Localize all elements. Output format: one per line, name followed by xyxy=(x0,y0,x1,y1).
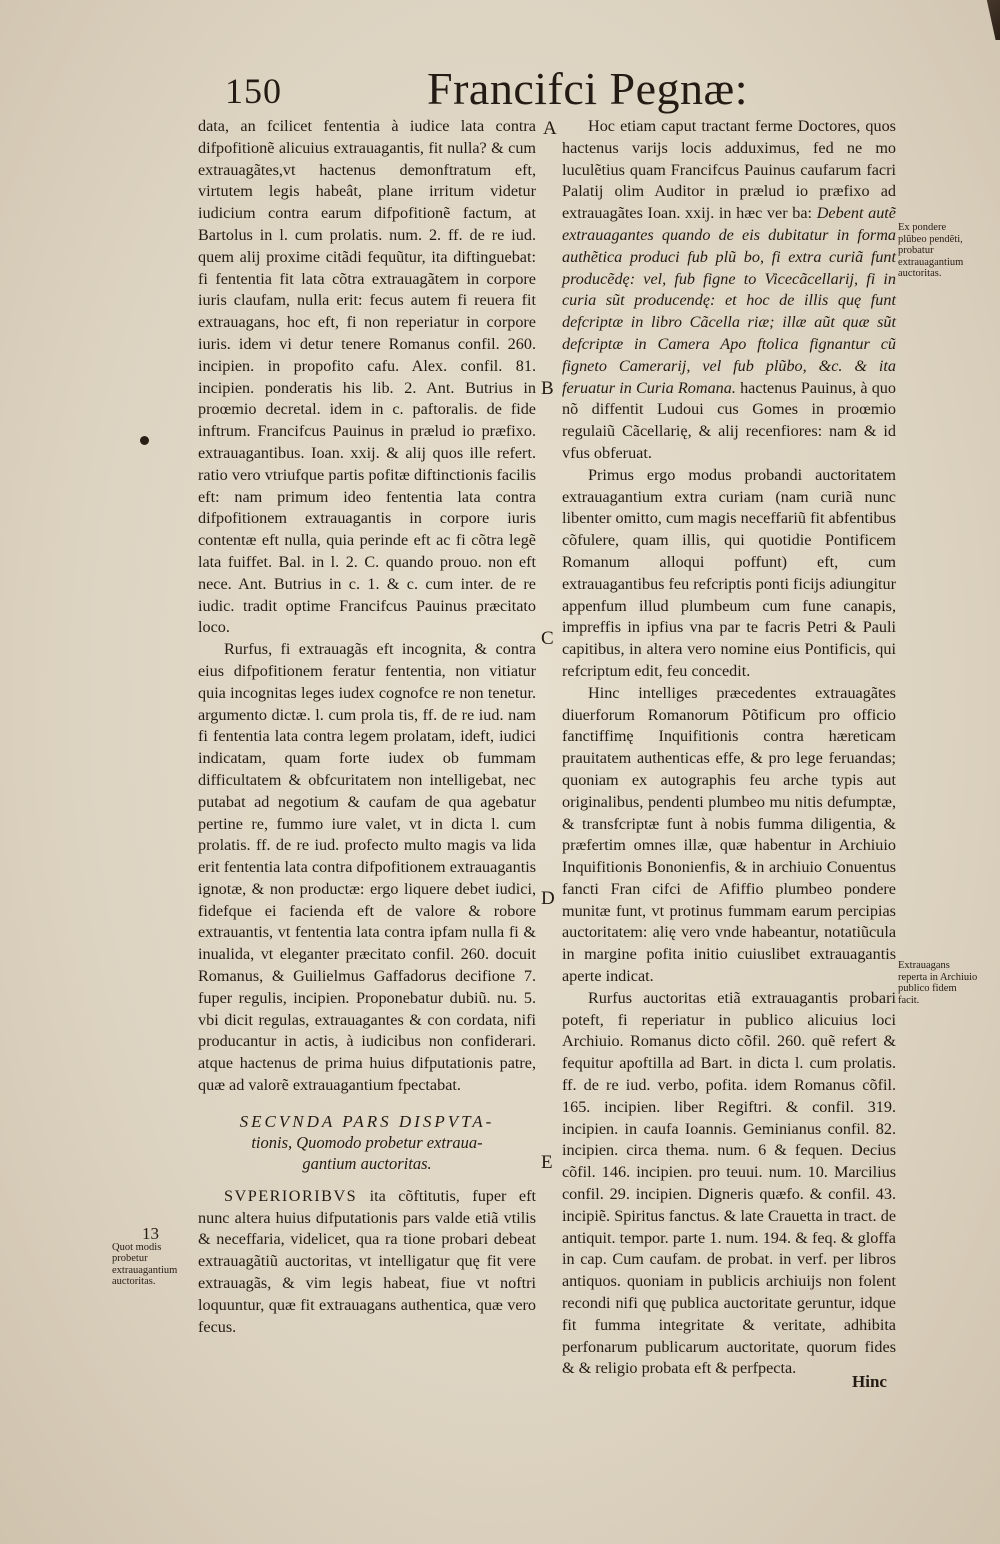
section-heading-line-3: gantium auctoritas. xyxy=(302,1153,432,1173)
section-letter-e: E xyxy=(541,1152,553,1173)
section-letter-a: A xyxy=(543,118,557,139)
section-letter-c: C xyxy=(541,628,554,649)
running-title: Francifci Pegnæ: xyxy=(427,63,748,114)
marginal-note-plumbeo: Ex pondere plũbeo pendẽti, probatur extrauagantium auctoritas. xyxy=(898,222,964,279)
left-paragraph-2: Rurfus, fi extrauagãs eft incognita, & contra eius difpofitionem feratur fententia, non vitiatur quia incognitas leges iudex cognofce re non tenetur. argumento dictæ. l. cum prola tis, ff. de re iud. nam fi fententia lata contra legem prolatam, ideft, iudici indicatam, quam forte iudex ob fummam difficultatem & obfcuritatem non intelligebat, nec putabat ad negotium & caufam de qua agebatur pertine re, fummo iure valet, vt in dicta l. cum prolatis. ff. de re iud. profecto multo magis va lida erit fententia lata contra difpofitionem extrauagantis ignotæ, & non productæ: ergo liquere debet iudici, fidefque ei facienda eft de valore & robore extrauantis, vt fententia lata contra ipfam nulla fi & inualida, vt eleganter præcitato confil. 260. docuit Romanus, & Guilielmus Gaffadorus decifione 7. fuper regulis, incipien. Proponebatur dubiũ. nu. 5. vbi dicit regulas, extrauagantes & con cordata, nifi producantur in actis, à iudicibus non confiderari. atque hactenus de prima huius difputationis patre, quæ ad valorẽ extrauagantium fpectabat. xyxy=(198,640,536,1095)
marginal-note-text: Quot modis probetur extrauagantium auctoritas. xyxy=(112,1241,178,1287)
section-opening-text: ita cõftitutis, fuper eft nunc altera huius difputationis pars valde etiã vtilis & neceffaria, videlicet, qua ra tione probari debeat extrauagãtiũ auctoritas, vt intelligatur quę fit vere extrauagãs, & vim legis habeat, fiue vt noftri loquuntur, quæ fit extrauagans authentica, quæ vero fecus. xyxy=(198,1186,536,1336)
section-opening-paragraph xyxy=(198,1186,536,1339)
right-paragraph-1-quote: Debent autẽ extrauagantes quando de eis dubitatur in forma authẽtica produci fub plũ bo, fi extra curiã funt producẽdę: vel, fub figne to Vicecãcellarij, fi in curia sũt producendę: et hoc de illis quę funt defcriptæ in libro Cãcella riæ; illæ aũt quæ sũt defcriptæ in Camera Apo ftolica fignantur cũ figneto Camerarij, vel fub plũbo, &c. & ita feruatur in Curia Romana. xyxy=(562,204,896,397)
right-paragraph-3: Hinc intelliges præcedentes extrauagãtes diuerforum Romanorum Põtificum pro officio fanctiffimę Inquifitionis contra hæreticam prauitatem authenticas effe, & pro lege feruandas; quoniam ex autographis feu arche typis aut originalibus, pendenti plumbeo mu nitis defumptæ, & transfcriptæ funt à nobis fumma diligentia, & præfertim omnes illæ, quæ habentur in Archiuio Inquifitionis Bononienfis, & in archiuio Conuentus fancti Fran cifci de Afiffio plumbeo pondere munitæ funt, vt protinus fummam earum percipias auctoritatem: alię vero vnde habeantur, notatiũcula in margine pofita initio cuiuslibet extrauagantis aperte indicat. xyxy=(562,683,896,986)
marginal-note-archiuio: Extrauagans reperta in Archiuio publico fidem facit. xyxy=(898,960,978,1006)
marginal-note-quot-modis xyxy=(112,1224,194,1288)
right-paragraph-1 xyxy=(562,116,896,465)
section-lead-word: SVPERIORIBVS xyxy=(224,1186,358,1205)
page-edge-shadow xyxy=(978,0,1000,40)
right-paragraph-2: Primus ergo modus probandi auctoritatem extrauagantium extra curiam (nam curiã nunc libenter omitto, cum magis neceffariũ fit abfentibus cõfulere, quam illis, qui quotidie Pontificem Romanum alloqui poffunt) eft, cum extrauagantibus feu refcriptis ponti ficijs adiungitur appenfum illud plumbeum cum fune canapis, impreffis in ipfius vna par te facris Petri & Pauli capitibus, in altera vero nomine eius Pontificis, qui refcriptum edit, feu concedit. xyxy=(562,465,896,680)
right-paragraph-1-start: Hoc etiam caput tractant ferme Doctores, quos hactenus varijs locis adduximus, fed ne mo luculẽtius quam Francifcus Pauinus caufarum facri Palatij olim Auditor in prælud io præfixo ad extrauagãtes Ioan. xxij. in hæc ver ba: xyxy=(562,117,896,223)
section-letter-d: D xyxy=(541,888,555,909)
catchword: Hinc xyxy=(852,1372,887,1391)
left-column xyxy=(198,116,536,1338)
section-heading-line-2: tionis, Quomodo probetur extraua- xyxy=(251,1132,483,1152)
section-heading xyxy=(198,1111,536,1174)
page-number: 150 xyxy=(225,71,282,111)
section-letter-b: B xyxy=(541,378,554,399)
right-paragraph-4: Rurfus auctoritas etiã extrauagantis probari poteft, fi reperiatur in publico alicuius loci Archiuio. Romanus dictο cõfil. 260. quẽ refert & fequitur apoftilla ad Bart. in dicta l. cum prolatis. ff. de re iud. verbo, pofita. idem Romanus cõfil. 165. incipien. liber Regiftri. & confil. 319. incipien. in caufa Ioannis. Geminianus confil. 82. incipien. circa thema. num. 6 & fequen. Decius cõfil. 146. incipien. pro teuui. num. 10. Marcilius confil. 29. incipien. Digneris quæfo. & confil. 43. incipiẽ. Spiritus fanctus. & late Crauetta in tract. de antiquit. tempor. parte 1. num. 194. & feq. & gloffa in cap. Cum caufam. de probat. in verf. per libros antiquos. quoniam in publicis archiuijs non folent recondi nifi quę publica auctoritate geruntur, idque fit fumma integritate & veritate, adhibita perfonarum publicarum auctoritate, quorum fides & & religio probata eft & perfpecta. xyxy=(562,988,896,1378)
section-heading-line-1: SECVNDA PARS DISPVTA- xyxy=(239,1111,495,1131)
right-paragraph-1-end: hactenus Pauinus, à quo nõ diffentit Ludoui cus Gomes in proœmio regulaiũ Cãcellarię, & alij recenfiores: nam & id vfus obferuat. xyxy=(562,378,896,462)
right-column xyxy=(562,116,896,1380)
page-header xyxy=(195,62,835,120)
ink-dot xyxy=(140,436,149,445)
marginal-note-number: 13 xyxy=(142,1224,159,1243)
left-paragraph-1: data, an fcilicet fententia à iudice lata contra difpofitionẽ alicuius extrauagantis, fit nulla? & cum extrauagãtes,vt hactenus demonftratum eft, virtutem legis habeât, plane irritum videtur iudicium contra earum difpofitionẽ factum, at Bartolus in l. cum prolatis. num. 2. ff. de re iud. quem alij proxime citãdi fequũtur, ita diftinguebat: fi fententia fit lata cõtra extrauagãtem in corpore iuris claufam, nulla erit: fecus autem fi reuera fit extrauagans, hoc eft, fi non reperiatur in corpore iuris. idem vi detur tenere Romanus confil. 260. incipien. in propofito cafu. Alex. confil. 81. incipien. ponderatis his lib. 2. Ant. Butrius in proœmio decretal. idem in c. paftoralis. de fide inftrum. Francifcus Pauinus in prælud io præfixo. extrauagantibus. Ioan. xxij. & alij quos ille refert. ratio vero vtriufque partis pofitæ diftinctionis facilis eft: nam primum ideo fententia lata contra difpofitionem extrauagantis in corpore iuris contentæ eft nulla, quia perinde eft ac fi cõtra legẽ lata fuiffet. Bal. in l. 2. C. quando prouo. non eft nece. Ant. Butrius in c. 1. & c. cum inter. de re iudic. tradit optime Francifcus Pauinus præcitato loco. xyxy=(198,117,536,637)
